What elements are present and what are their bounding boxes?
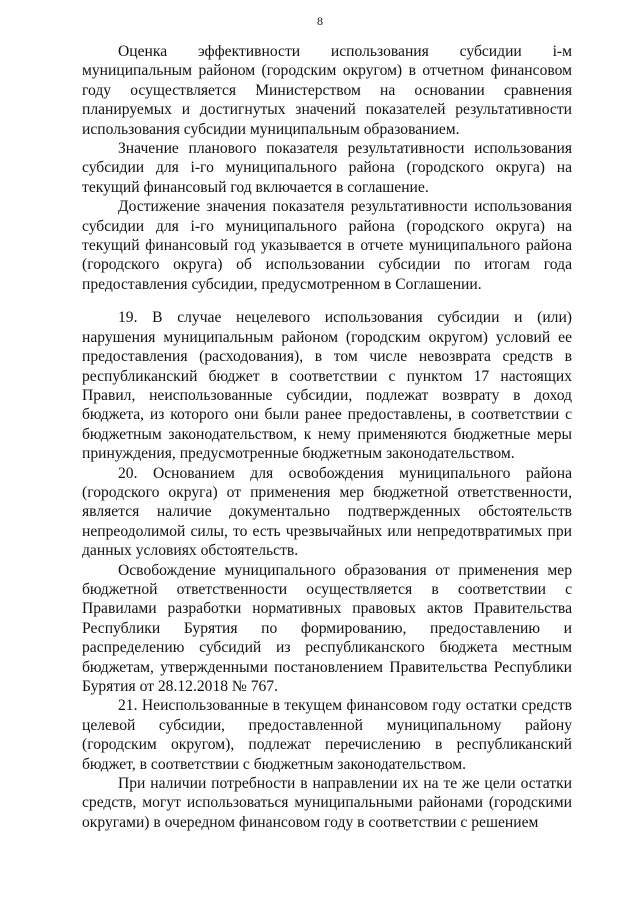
paragraph-remaining-funds: При наличии потребности в направлении их на те же цели остатки средств, могут использоваться муниципальными районами (городскими округами) в очередном финансовом году в соответствии с решением	[82, 775, 572, 831]
paragraph-clause-21: 21. Неиспользованные в текущем финансовом году остатки средств целевой субсидии, предоставленной муниципальному району (городским округом), подлежат перечислению в республиканский бюджет, в соответствии с бюджетным законодательством.	[82, 697, 572, 773]
paragraph-liability-exemption: Освобождение муниципального образования от применения мер бюджетной ответственности осуществляется в соответствии с Правилами разработки нормативных правовых актов Правительства Республики Бурятия по формированию, предоставлению и распределению субсидий из республиканского бюджета местным бюджетам, утвержденными постановлением Правительства Республики Бурятия от 28.12.2018 № 767.	[82, 561, 572, 695]
paragraph-efficiency-assessment: Оценка эффективности использования субсидии i-м муниципальным районом (городским округом) в отчетном финансовом году осуществляется Министерством на основании сравнения планируемых и достигнутых значений показателей результативности использования субсидии муниципальным образованием.	[82, 43, 572, 138]
paragraph-planned-indicator: Значение планового показателя результативности использования субсидии для i-го муниципального района (городского округа) на текущий финансовый год включается в соглашение.	[82, 140, 572, 196]
paragraph-indicator-achievement: Достижение значения показателя результативности использования субсидии для i-го муниципального района (городского округа) на текущий финансовый год указывается в отчете муниципального района (городского округа) об использовании субсидии по итогам года предоставления субсидии, предусмотренном в Соглашении.	[82, 198, 572, 293]
page-number: 8	[317, 14, 323, 28]
paragraph-clause-19: 19. В случае нецелевого использования субсидии и (или) нарушения муниципальным районом (городским округом) условий ее предоставления (расходования), в том числе невозврата средств в республиканский бюджет в соответствии с пунктом 17 настоящих Правил, неиспользованные субсидии, подлежат возврату в доход бюджета, из которого они были ранее предоставлены, в соответствии с бюджетным законодательством, к нему применяются бюджетные меры принуждения, предусмотренные бюджетным законодательством.	[82, 309, 572, 463]
paragraph-spacer	[82, 294, 572, 308]
document-body	[82, 42, 572, 832]
paragraph-clause-20: 20. Основанием для освобождения муниципального района (городского округа) от применения мер бюджетной ответственности, является наличие документально подтвержденных обстоятельств непреодолимой силы, то есть чрезвычайных или непредотвратимых при данных условиях обстоятельств.	[82, 464, 572, 560]
